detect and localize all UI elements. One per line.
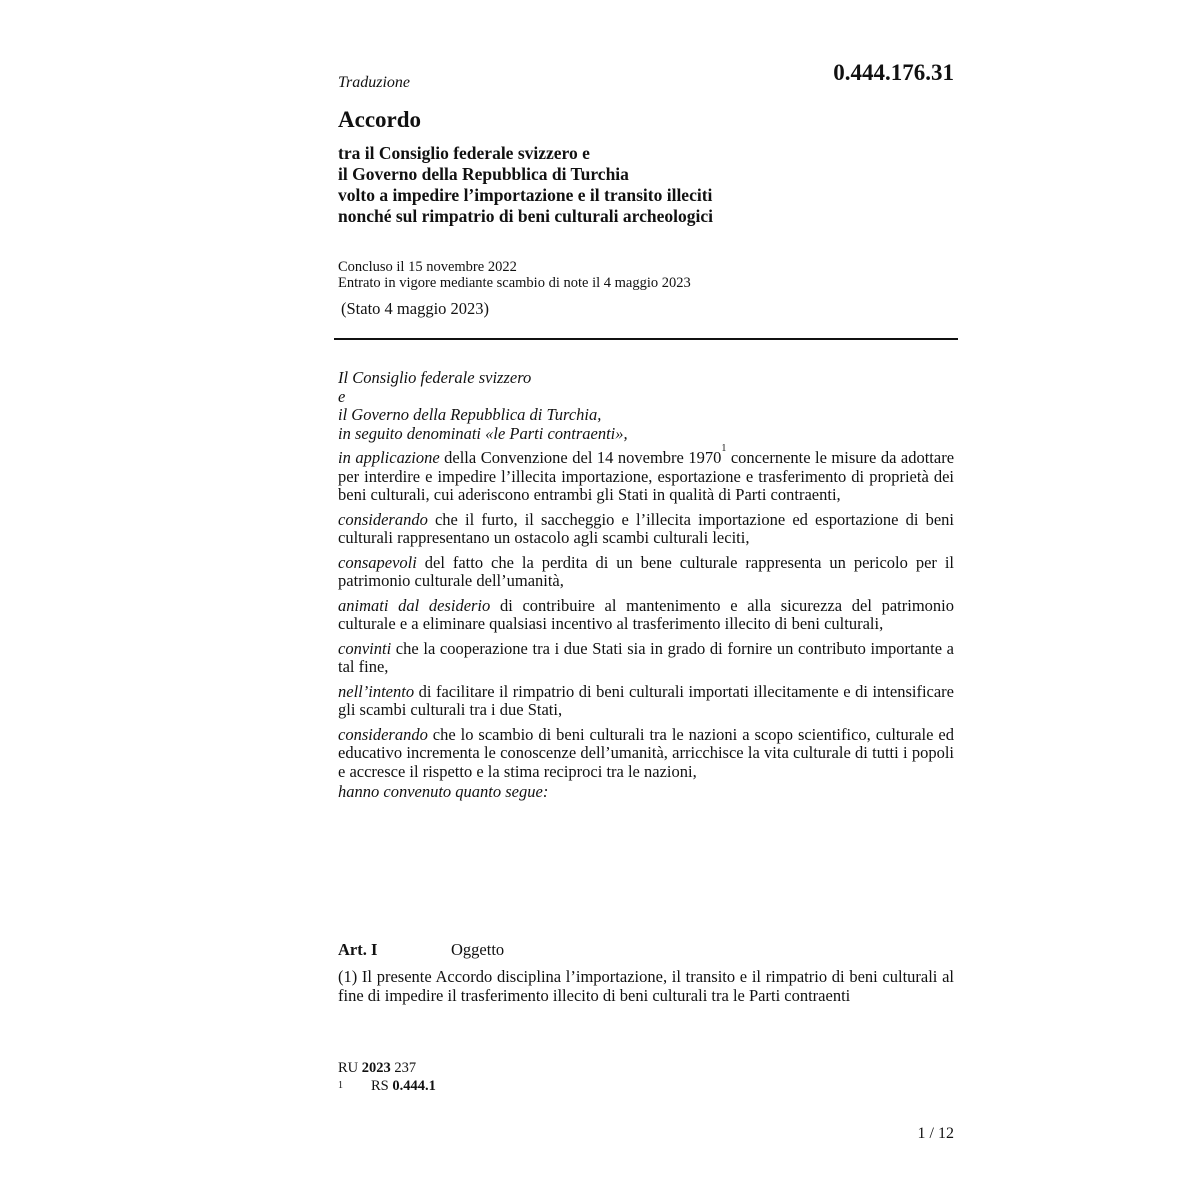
article-heading bbox=[338, 940, 504, 960]
preamble-paragraph bbox=[338, 443, 955, 505]
ru-page: 237 bbox=[390, 1060, 417, 1076]
paragraph-text: del fatto che la perdita di un bene culturale rappresenta un pericolo per il patrimonio culturale dell’umanità, bbox=[338, 552, 954, 590]
subtitle-line: volto a impedire l’importazione e il transito illeciti bbox=[338, 185, 713, 205]
subtitle-line: nonché sul rimpatrio di beni culturali archeologici bbox=[338, 206, 713, 226]
closing-line: hanno convenuto quanto segue: bbox=[338, 782, 549, 801]
footnote bbox=[338, 1077, 436, 1095]
subtitle-line: il Governo della Repubblica di Turchia bbox=[338, 164, 629, 184]
paragraph-text: che il furto, il saccheggio e l’illecita importazione ed esportazione di beni culturali rappresentano un ostacolo agli scambi culturali leciti, bbox=[338, 509, 954, 547]
footnote-reference[interactable]: 1 bbox=[721, 443, 727, 454]
document-title: Accordo bbox=[338, 107, 422, 132]
paragraph-text: di facilitare il rimpatrio di beni culturali importati illecitamente e di intensificare gli scambi culturali tra i due Stati, bbox=[338, 681, 954, 719]
paragraph-lead: in applicazione bbox=[338, 448, 440, 467]
subtitle-line: tra il Consiglio federale svizzero e bbox=[338, 143, 590, 163]
dates-block bbox=[338, 259, 691, 291]
in-force-date: Entrato in vigore mediante scambio di note il 4 maggio 2023 bbox=[338, 275, 691, 291]
parties-line: in seguito denominati «le Parti contraenti», bbox=[338, 423, 628, 443]
page-number: 1 / 12 bbox=[917, 1125, 954, 1142]
article-title: Oggetto bbox=[451, 940, 505, 959]
footnote-prefix: RS bbox=[371, 1078, 393, 1094]
paragraph-lead: considerando bbox=[338, 724, 428, 744]
ru-prefix: RU bbox=[338, 1060, 362, 1076]
footer-notes bbox=[338, 1059, 436, 1095]
preamble bbox=[338, 369, 954, 802]
preamble-paragraph bbox=[338, 683, 954, 720]
parties-line: il Governo della Repubblica di Turchia, bbox=[338, 405, 602, 424]
document-label: Traduzione bbox=[338, 74, 411, 91]
preamble-paragraph bbox=[338, 726, 954, 782]
paragraph-lead: nell’intento bbox=[338, 681, 415, 701]
paragraph-lead: considerando bbox=[338, 509, 428, 529]
article-text: (1) Il presente Accordo disciplina l’importazione, il transito e il rimpatrio di beni culturali al fine di impedire il trasferimento illecito di beni culturali tra le Parti contraenti bbox=[338, 967, 954, 1005]
footnote-number[interactable]: 0.444.1 bbox=[392, 1078, 436, 1094]
paragraph-lead: convinti bbox=[338, 638, 392, 658]
article-number: Art. I bbox=[338, 940, 378, 959]
paragraph-text: concernente le misure da adottare per interdire e impedire l’illecita importazione, esportazione e trasferimento di proprietà dei beni culturali, cui aderiscono entrambi gli Stati in qualità di Parti contraenti, bbox=[338, 448, 955, 504]
parties-line: Il Consiglio federale svizzero bbox=[338, 368, 532, 387]
paragraph-text: che lo scambio di beni culturali tra le nazioni a scopo scientifico, culturale ed educativo incrementa le conoscenze dell’umanità, arricchisce la vita culturale di tutti i popoli e accresce il rispetto e la stima reciproci tra le nazioni, bbox=[338, 724, 954, 781]
paragraph-text: di contribuire al mantenimento e alla sicurezza del patrimonio culturale e a eliminare qualsiasi incentivo al trasferimento illecito di beni culturali, bbox=[338, 595, 954, 633]
preamble-paragraph bbox=[338, 597, 954, 634]
header-divider bbox=[334, 338, 958, 340]
paragraph-lead: animati dal desiderio bbox=[338, 595, 491, 615]
paragraph-lead: consapevoli bbox=[338, 552, 417, 572]
ru-reference bbox=[338, 1059, 436, 1077]
preamble-paragraph bbox=[338, 511, 954, 548]
document-number: 0.444.176.31 bbox=[833, 60, 954, 85]
paragraph-text: che la cooperazione tra i due Stati sia in grado di fornire un contributo importante a tal fine, bbox=[338, 638, 954, 676]
document-subtitle bbox=[338, 143, 938, 227]
parties-line: e bbox=[338, 386, 346, 406]
paragraph-text: della Convenzione del 14 novembre 1970 bbox=[439, 448, 722, 467]
preamble-paragraph bbox=[338, 554, 954, 591]
status-date: (Stato 4 maggio 2023) bbox=[341, 299, 490, 318]
ru-year: 2023 bbox=[361, 1060, 391, 1076]
preamble-paragraph bbox=[338, 640, 954, 677]
footnote-mark: 1 bbox=[338, 1080, 343, 1091]
concluded-date: Concluso il 15 novembre 2022 bbox=[338, 259, 517, 275]
